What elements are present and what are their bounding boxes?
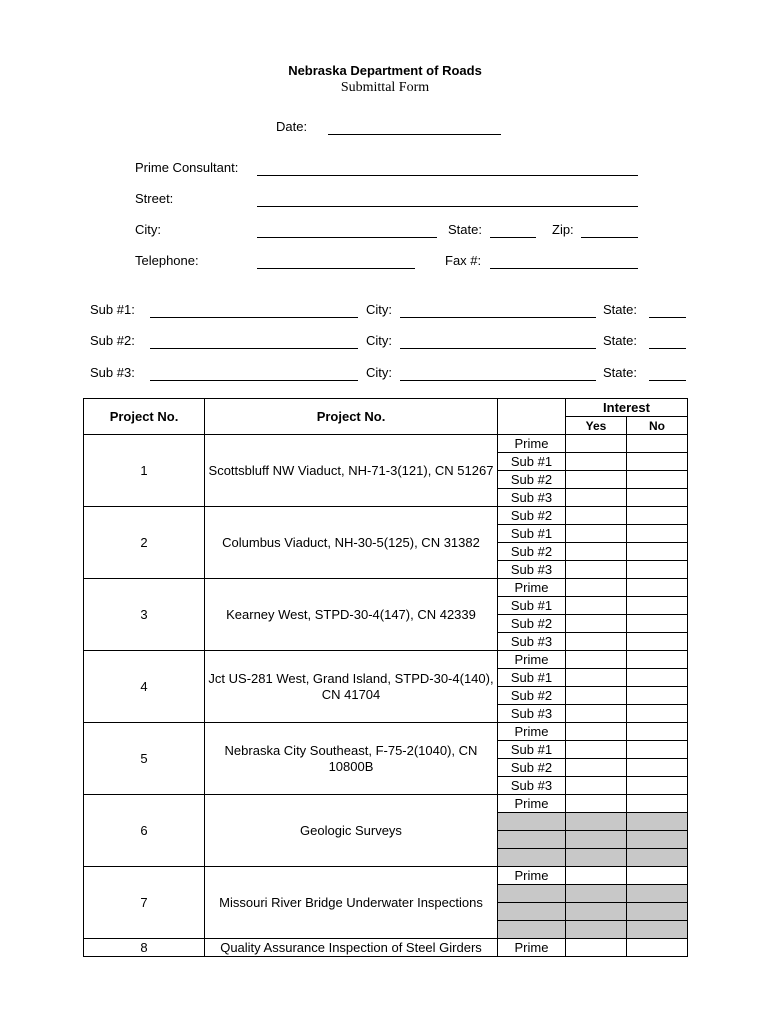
prime-consultant-label: Prime Consultant: xyxy=(135,160,239,175)
role-cell: Sub #3 xyxy=(498,777,566,795)
interest-yes-cell[interactable] xyxy=(566,741,627,759)
telephone-field[interactable] xyxy=(257,268,415,269)
project-name-cell: Nebraska City Southeast, F-75-2(1040), CN 10800B xyxy=(205,723,498,795)
no-header: No xyxy=(627,417,688,435)
role-cell xyxy=(498,849,566,867)
role-cell: Sub #3 xyxy=(498,489,566,507)
interest-yes-cell[interactable] xyxy=(566,795,627,813)
project-number-cell: 5 xyxy=(84,723,205,795)
role-cell xyxy=(498,903,566,921)
role-cell: Prime xyxy=(498,867,566,885)
interest-yes-cell[interactable] xyxy=(566,939,627,957)
interest-no-cell xyxy=(627,831,688,849)
interest-no-cell[interactable] xyxy=(627,471,688,489)
role-cell: Sub #1 xyxy=(498,453,566,471)
fax-field[interactable] xyxy=(490,268,638,269)
interest-no-cell[interactable] xyxy=(627,579,688,597)
table-row xyxy=(84,579,688,597)
street-label: Street: xyxy=(135,191,174,206)
form-title: Nebraska Department of Roads xyxy=(288,63,482,78)
interest-no-cell[interactable] xyxy=(627,669,688,687)
fax-label: Fax #: xyxy=(445,253,482,268)
interest-yes-cell xyxy=(566,849,627,867)
interest-no-cell[interactable] xyxy=(627,597,688,615)
interest-no-cell[interactable] xyxy=(627,453,688,471)
interest-yes-cell[interactable] xyxy=(566,597,627,615)
interest-yes-cell[interactable] xyxy=(566,669,627,687)
role-cell: Prime xyxy=(498,435,566,453)
sub2-state-label: State: xyxy=(603,333,637,348)
yes-header: Yes xyxy=(566,417,627,435)
role-cell: Sub #1 xyxy=(498,741,566,759)
interest-yes-cell[interactable] xyxy=(566,435,627,453)
interest-no-cell[interactable] xyxy=(627,723,688,741)
sub1-label: Sub #1: xyxy=(90,302,135,317)
state-label: State: xyxy=(448,222,482,237)
project-name-cell: Kearney West, STPD-30-4(147), CN 42339 xyxy=(205,579,498,651)
interest-yes-cell[interactable] xyxy=(566,543,627,561)
role-cell: Sub #1 xyxy=(498,597,566,615)
project-interest-table xyxy=(83,398,688,957)
interest-yes-cell[interactable] xyxy=(566,651,627,669)
project-number-cell: 8 xyxy=(84,939,205,957)
interest-no-cell[interactable] xyxy=(627,543,688,561)
date-field[interactable] xyxy=(328,134,501,135)
interest-yes-cell[interactable] xyxy=(566,615,627,633)
role-cell xyxy=(498,831,566,849)
project-number-cell: 1 xyxy=(84,435,205,507)
interest-yes-cell xyxy=(566,831,627,849)
sub3-label: Sub #3: xyxy=(90,365,135,380)
project-name-cell: Jct US-281 West, Grand Island, STPD-30-4(140), CN 41704 xyxy=(205,651,498,723)
role-cell: Sub #3 xyxy=(498,561,566,579)
sub1-city-label: City: xyxy=(366,302,392,317)
interest-yes-cell[interactable] xyxy=(566,867,627,885)
city-label: City: xyxy=(135,222,161,237)
table-row xyxy=(84,507,688,525)
interest-yes-cell xyxy=(566,903,627,921)
interest-no-cell[interactable] xyxy=(627,867,688,885)
role-cell: Sub #2 xyxy=(498,543,566,561)
role-cell xyxy=(498,813,566,831)
sub2-city-field[interactable] xyxy=(400,348,596,349)
sub1-city-field[interactable] xyxy=(400,317,596,318)
form-subtitle: Submittal Form xyxy=(340,80,430,95)
interest-no-cell xyxy=(627,885,688,903)
zip-field[interactable] xyxy=(581,237,638,238)
interest-no-cell xyxy=(627,903,688,921)
interest-no-cell[interactable] xyxy=(627,525,688,543)
project-number-cell: 3 xyxy=(84,579,205,651)
interest-yes-cell xyxy=(566,813,627,831)
project-rows xyxy=(84,435,688,957)
interest-no-cell[interactable] xyxy=(627,741,688,759)
table-row xyxy=(84,651,688,669)
sub3-field[interactable] xyxy=(150,380,358,381)
sub2-label: Sub #2: xyxy=(90,333,135,348)
interest-yes-cell[interactable] xyxy=(566,633,627,651)
interest-no-cell[interactable] xyxy=(627,705,688,723)
interest-no-cell xyxy=(627,849,688,867)
role-cell: Prime xyxy=(498,651,566,669)
role-cell: Prime xyxy=(498,795,566,813)
project-number-cell: 7 xyxy=(84,867,205,939)
role-cell: Sub #2 xyxy=(498,471,566,489)
date-label: Date: xyxy=(276,119,308,134)
state-field[interactable] xyxy=(490,237,536,238)
interest-no-cell[interactable] xyxy=(627,939,688,957)
interest-no-cell[interactable] xyxy=(627,633,688,651)
role-cell: Sub #2 xyxy=(498,507,566,525)
interest-header: Interest xyxy=(566,399,688,417)
table-row xyxy=(84,867,688,885)
sub3-city-label: City: xyxy=(366,365,392,380)
prime-consultant-field[interactable] xyxy=(257,175,638,176)
sub3-city-field[interactable] xyxy=(400,380,596,381)
role-cell: Sub #2 xyxy=(498,687,566,705)
interest-yes-cell[interactable] xyxy=(566,453,627,471)
interest-yes-cell[interactable] xyxy=(566,579,627,597)
interest-yes-cell[interactable] xyxy=(566,705,627,723)
interest-no-cell[interactable] xyxy=(627,687,688,705)
project-name-cell: Missouri River Bridge Underwater Inspections xyxy=(205,867,498,939)
interest-yes-cell[interactable] xyxy=(566,759,627,777)
telephone-label: Telephone: xyxy=(135,253,199,268)
interest-no-cell[interactable] xyxy=(627,651,688,669)
role-cell: Sub #2 xyxy=(498,615,566,633)
table-row xyxy=(84,435,688,453)
project-number-cell: 6 xyxy=(84,795,205,867)
interest-yes-cell xyxy=(566,921,627,939)
street-field[interactable] xyxy=(257,206,638,207)
interest-no-cell[interactable] xyxy=(627,615,688,633)
sub2-field[interactable] xyxy=(150,348,358,349)
project-name-header: Project No. xyxy=(205,399,498,435)
role-cell: Prime xyxy=(498,723,566,741)
interest-no-cell[interactable] xyxy=(627,777,688,795)
project-name-cell: Columbus Viaduct, NH-30-5(125), CN 31382 xyxy=(205,507,498,579)
table-row xyxy=(84,939,688,957)
role-cell: Sub #3 xyxy=(498,705,566,723)
interest-yes-cell[interactable] xyxy=(566,471,627,489)
city-field[interactable] xyxy=(257,237,437,238)
interest-no-cell[interactable] xyxy=(627,759,688,777)
interest-no-cell[interactable] xyxy=(627,561,688,579)
interest-yes-cell[interactable] xyxy=(566,723,627,741)
project-name-cell: Scottsbluff NW Viaduct, NH-71-3(121), CN 51267 xyxy=(205,435,498,507)
sub1-state-label: State: xyxy=(603,302,637,317)
sub1-field[interactable] xyxy=(150,317,358,318)
role-cell: Prime xyxy=(498,939,566,957)
interest-yes-cell[interactable] xyxy=(566,507,627,525)
table-row xyxy=(84,723,688,741)
project-number-cell: 2 xyxy=(84,507,205,579)
interest-yes-cell[interactable] xyxy=(566,489,627,507)
table-row xyxy=(84,795,688,813)
interest-no-cell xyxy=(627,813,688,831)
role-header xyxy=(498,399,566,435)
interest-yes-cell[interactable] xyxy=(566,777,627,795)
project-no-header: Project No. xyxy=(84,399,205,435)
interest-no-cell[interactable] xyxy=(627,507,688,525)
role-cell: Sub #1 xyxy=(498,669,566,687)
interest-no-cell[interactable] xyxy=(627,489,688,507)
sub2-state-field[interactable] xyxy=(649,348,686,349)
project-number-cell: 4 xyxy=(84,651,205,723)
role-cell: Sub #3 xyxy=(498,633,566,651)
interest-no-cell[interactable] xyxy=(627,795,688,813)
sub3-state-label: State: xyxy=(603,365,637,380)
role-cell xyxy=(498,885,566,903)
role-cell: Sub #2 xyxy=(498,759,566,777)
role-cell: Prime xyxy=(498,579,566,597)
zip-label: Zip: xyxy=(552,222,574,237)
interest-yes-cell[interactable] xyxy=(566,687,627,705)
interest-no-cell[interactable] xyxy=(627,435,688,453)
project-name-cell: Geologic Surveys xyxy=(205,795,498,867)
interest-yes-cell[interactable] xyxy=(566,525,627,543)
interest-yes-cell[interactable] xyxy=(566,561,627,579)
interest-no-cell xyxy=(627,921,688,939)
sub3-state-field[interactable] xyxy=(649,380,686,381)
sub1-state-field[interactable] xyxy=(649,317,686,318)
project-name-cell: Quality Assurance Inspection of Steel Girders xyxy=(205,939,498,957)
sub2-city-label: City: xyxy=(366,333,392,348)
interest-yes-cell xyxy=(566,885,627,903)
role-cell xyxy=(498,921,566,939)
role-cell: Sub #1 xyxy=(498,525,566,543)
